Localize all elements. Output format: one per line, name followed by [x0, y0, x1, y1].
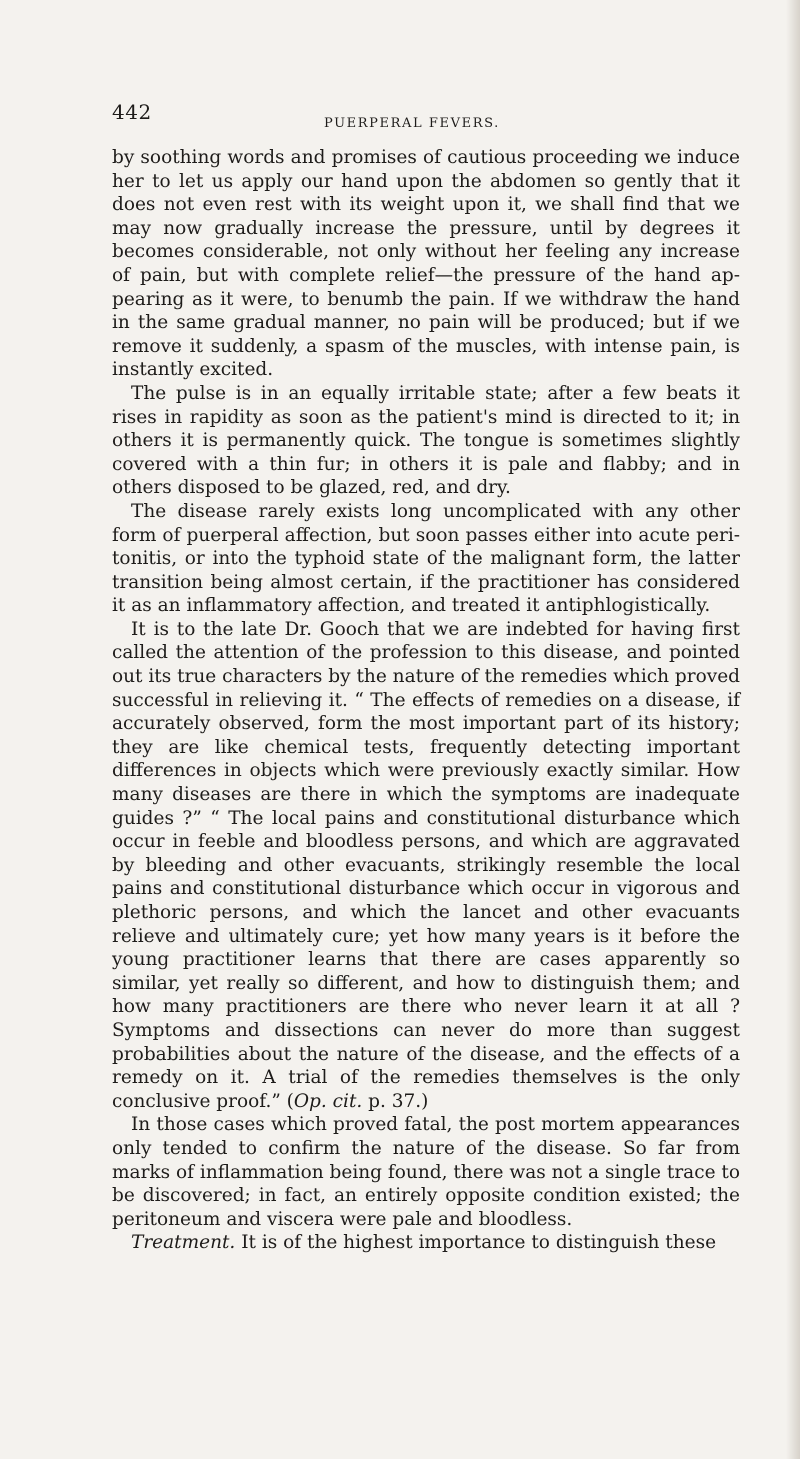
page-number: 442 — [112, 100, 152, 124]
page-edge-shadow — [786, 0, 800, 1459]
paragraph-5: In those cases which proved fatal, the post mortem appearances only tended to confirm the nature of the disease. So far from marks of inflammation being found, there was not a single trace to be discovered; in fact, an entirely opposite condition existed; the peritoneum and viscera were pale and bloodless. — [112, 1114, 740, 1230]
paragraph-4-text: It is to the late Dr. Gooch that we are indebted for having first called the attention of the profession to this disease, and pointed out its true characters by the nature of the remedies which proved successful in relieving it. “ The effects of remedies on a disease, if accurately observed, form the most important part of its history; they are like chemical tests, frequently detecting important differences in objects which were previously exactly similar. How many diseases are there in which the symptoms are inadequate guides ?” “ The local pains and constitutional disturbance which occur in feeble and bloodless persons, and which are aggravated by bleeding and other evacuants, strikingly resemble the local pains and constitutional disturbance which occur in vigorous and plethoric persons, and which the lancet and other evacuants relieve and ultimately cure; yet how many years is it before the young practitioner learns that there are cases apparently so similar, yet really so different, and how to distinguish them; and how many practitioners are there who never learn it at all ? Symptoms and dissections can never do more than suggest probabilities about the nature of the disease, and the effects of a remedy on it. A trial of the remedies themselves is the only conclusive proof.” ( — [112, 618, 740, 1112]
paragraph-4 — [112, 618, 740, 1113]
paragraph-1: by soothing words and promises of cautious proceeding we induce her to let us apply our hand upon the abdomen so gently that it does not even rest with its weight upon it, we shall find that we may now gradually increase the pressure, until by degrees it becomes considerable, not only without her feeling any increase of pain, but with complete relief—the pressure of the hand appearing as it were, to benumb the pain. If we withdraw the hand in the same gradual manner, no pain will be produced; but if we remove it suddenly, a spasm of the muscles, with intense pain, is instantly excited. — [112, 147, 740, 381]
paragraph-2: The pulse is in an equally irritable state; after a few beats it rises in rapidity as soon as the patient's mind is directed to it; in others it is permanently quick. The tongue is sometimes slightly covered with a thin fur; in others it is pale and flabby; and in others disposed to be glazed, red, and dry. — [112, 382, 740, 499]
citation-page: p. 37.) — [362, 1090, 429, 1112]
paragraph-6-text: It is of the highest importance to distinguish these — [235, 1232, 717, 1254]
paragraph-3: The disease rarely exists long uncomplicated with any other form of puerperal affection, but soon passes either into acute peritonitis, or into the typhoid state of the malignant form, the latter transition being almost certain, if the practitioner has considered it as an inflammatory affection, and treated it antiphlogistically. — [112, 500, 740, 617]
running-title: PUERPERAL FEVERS. — [324, 116, 500, 131]
body-text — [112, 146, 740, 1255]
citation-op-cit: Op. cit. — [293, 1090, 363, 1112]
section-heading-treatment: Treatment. — [131, 1232, 236, 1254]
paragraph-6 — [112, 1231, 740, 1255]
